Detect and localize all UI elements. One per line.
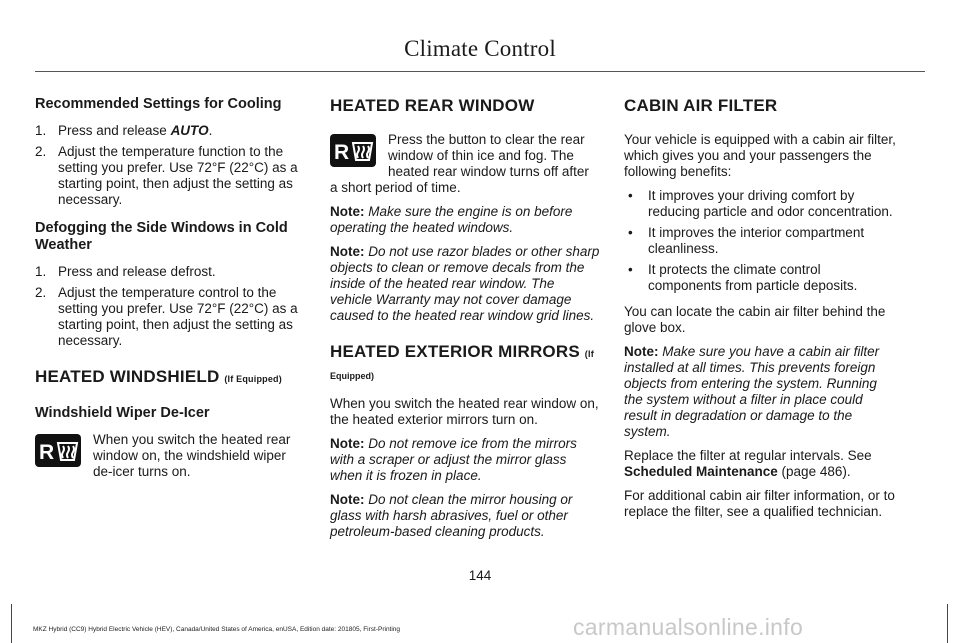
step-text: Press and release defrost. — [58, 264, 216, 279]
rear-window-text: Press the button to clear the rear window of thin ice and fog. The heated rear window turns off after a short period of time. — [330, 132, 589, 195]
list-item — [624, 262, 896, 294]
note-text: Do not clean the mirror housing or glass with harsh abrasives, fuel or other petroleum-based cleaning products. — [330, 492, 573, 539]
list-item — [35, 264, 300, 280]
mirrors-heading — [330, 342, 600, 364]
list-item — [35, 285, 300, 349]
step-number: 1. — [35, 123, 47, 138]
defog-steps — [35, 264, 300, 349]
replace-page-ref: (page 486). — [777, 464, 851, 479]
crop-mark — [947, 604, 948, 643]
rear-window-heading: HEATED REAR WINDOW — [330, 96, 535, 115]
mirrors-heading-suffix-2: Equipped) — [330, 371, 374, 381]
crop-mark — [11, 604, 12, 643]
mirrors-heading-suffix: (If — [584, 349, 594, 359]
auto-keyword: AUTO — [170, 123, 209, 138]
benefits-list — [624, 188, 896, 294]
scheduled-maintenance-link[interactable]: Scheduled Maintenance — [624, 464, 778, 479]
deicer-heading: Windshield Wiper De-Icer — [35, 405, 210, 421]
note-text: Make sure the engine is on before operating the heated windows. — [330, 204, 573, 235]
note-label: Note: — [330, 436, 365, 451]
windshield-heading-text: HEATED WINDSHIELD — [35, 367, 220, 386]
note-2 — [330, 244, 600, 324]
step-number: 1. — [35, 264, 47, 279]
additional-info: For additional cabin air filter information, or to replace the filter, see a qualified technician. — [624, 488, 895, 519]
bullet-text: It improves the interior compartment cleanliness. — [648, 225, 865, 256]
bullet-icon: • — [628, 225, 633, 240]
column-3 — [624, 96, 896, 528]
list-item — [624, 188, 896, 220]
note-label: Note: — [330, 492, 365, 507]
mirrors-text: When you switch the heated rear window on, the heated exterior mirrors turn on. — [330, 396, 599, 427]
step-text-end: . — [208, 123, 213, 138]
watermark: carmanualsonline.info — [573, 614, 804, 640]
cooling-heading: Recommended Settings for Cooling — [35, 96, 282, 112]
bullet-icon: • — [628, 262, 633, 277]
bullet-text: It improves your driving comfort by reducing particle and odor concentration. — [648, 188, 893, 219]
note-text: Make sure you have a cabin air filter installed at all times. This prevents foreign objects from entering the system. Running the system without a filter in place could result in degradation or damage to the system. — [624, 344, 880, 439]
note-label: Note: — [330, 244, 365, 259]
rear-window-defrost-icon — [330, 134, 376, 167]
filter-note — [624, 344, 896, 440]
replace-text: Replace the filter at regular intervals. See — [624, 448, 872, 463]
list-item — [35, 144, 300, 208]
filter-intro: Your vehicle is equipped with a cabin air filter, which gives you and your passengers the following benefits: — [624, 132, 896, 179]
note-label: Note: — [624, 344, 659, 359]
bullet-text: It protects the climate control components from particle deposits. — [648, 262, 858, 293]
column-2 — [330, 96, 600, 548]
list-item — [624, 225, 896, 257]
filter-location: You can locate the cabin air filter behind the glove box. — [624, 304, 886, 335]
deicer-block — [35, 432, 300, 480]
list-item — [35, 123, 300, 139]
replace-filter — [624, 448, 896, 480]
rear-window-block — [330, 132, 600, 196]
svg-text:R: R — [334, 141, 350, 164]
defog-heading: Defogging the Side Windows in Cold Weather — [35, 220, 288, 253]
step-text: Adjust the temperature function to the setting you prefer. Use 72°F (22°C) as a starting point, then adjust the setting as necessary. — [58, 144, 298, 207]
note-1 — [330, 204, 600, 236]
windshield-heading-suffix: (If Equipped) — [224, 374, 282, 384]
step-number: 2. — [35, 285, 47, 300]
page-number: 144 — [468, 568, 492, 583]
rear-window-defrost-icon — [35, 434, 81, 467]
cooling-steps — [35, 123, 300, 208]
mirrors-heading-text: HEATED EXTERIOR MIRRORS — [330, 342, 580, 361]
note-3 — [330, 436, 600, 484]
deicer-text: When you switch the heated rear window on, the windshield wiper de-icer turns on. — [93, 432, 291, 479]
cabin-filter-heading: CABIN AIR FILTER — [624, 96, 778, 115]
column-1 — [35, 96, 300, 488]
step-text: Press and release — [58, 123, 171, 138]
edition-footer: MKZ Hybrid (CC9) Hybrid Electric Vehicle (HEV), Canada/United States of America, enUSA, Edition date: 201805, First-Printing — [33, 626, 401, 633]
bullet-icon: • — [628, 188, 633, 203]
header-rule — [35, 71, 925, 72]
svg-text:R: R — [39, 441, 55, 464]
page-title: Climate Control — [404, 36, 556, 61]
note-4 — [330, 492, 600, 540]
note-text: Do not remove ice from the mirrors with a scraper or adjust the mirror glass when it is frozen in place. — [330, 436, 577, 483]
note-label: Note: — [330, 204, 365, 219]
note-text: Do not use razor blades or other sharp objects to clean or remove decals from the inside of the heated rear window. The vehicle Warranty may not cover damage caused to the heated rear window grid lines. — [330, 244, 600, 323]
step-number: 2. — [35, 144, 47, 159]
windshield-heading — [35, 367, 300, 389]
step-text: Adjust the temperature control to the setting you prefer. Use 72°F (22°C) as a starting point, then adjust the setting as necessary. — [58, 285, 298, 348]
